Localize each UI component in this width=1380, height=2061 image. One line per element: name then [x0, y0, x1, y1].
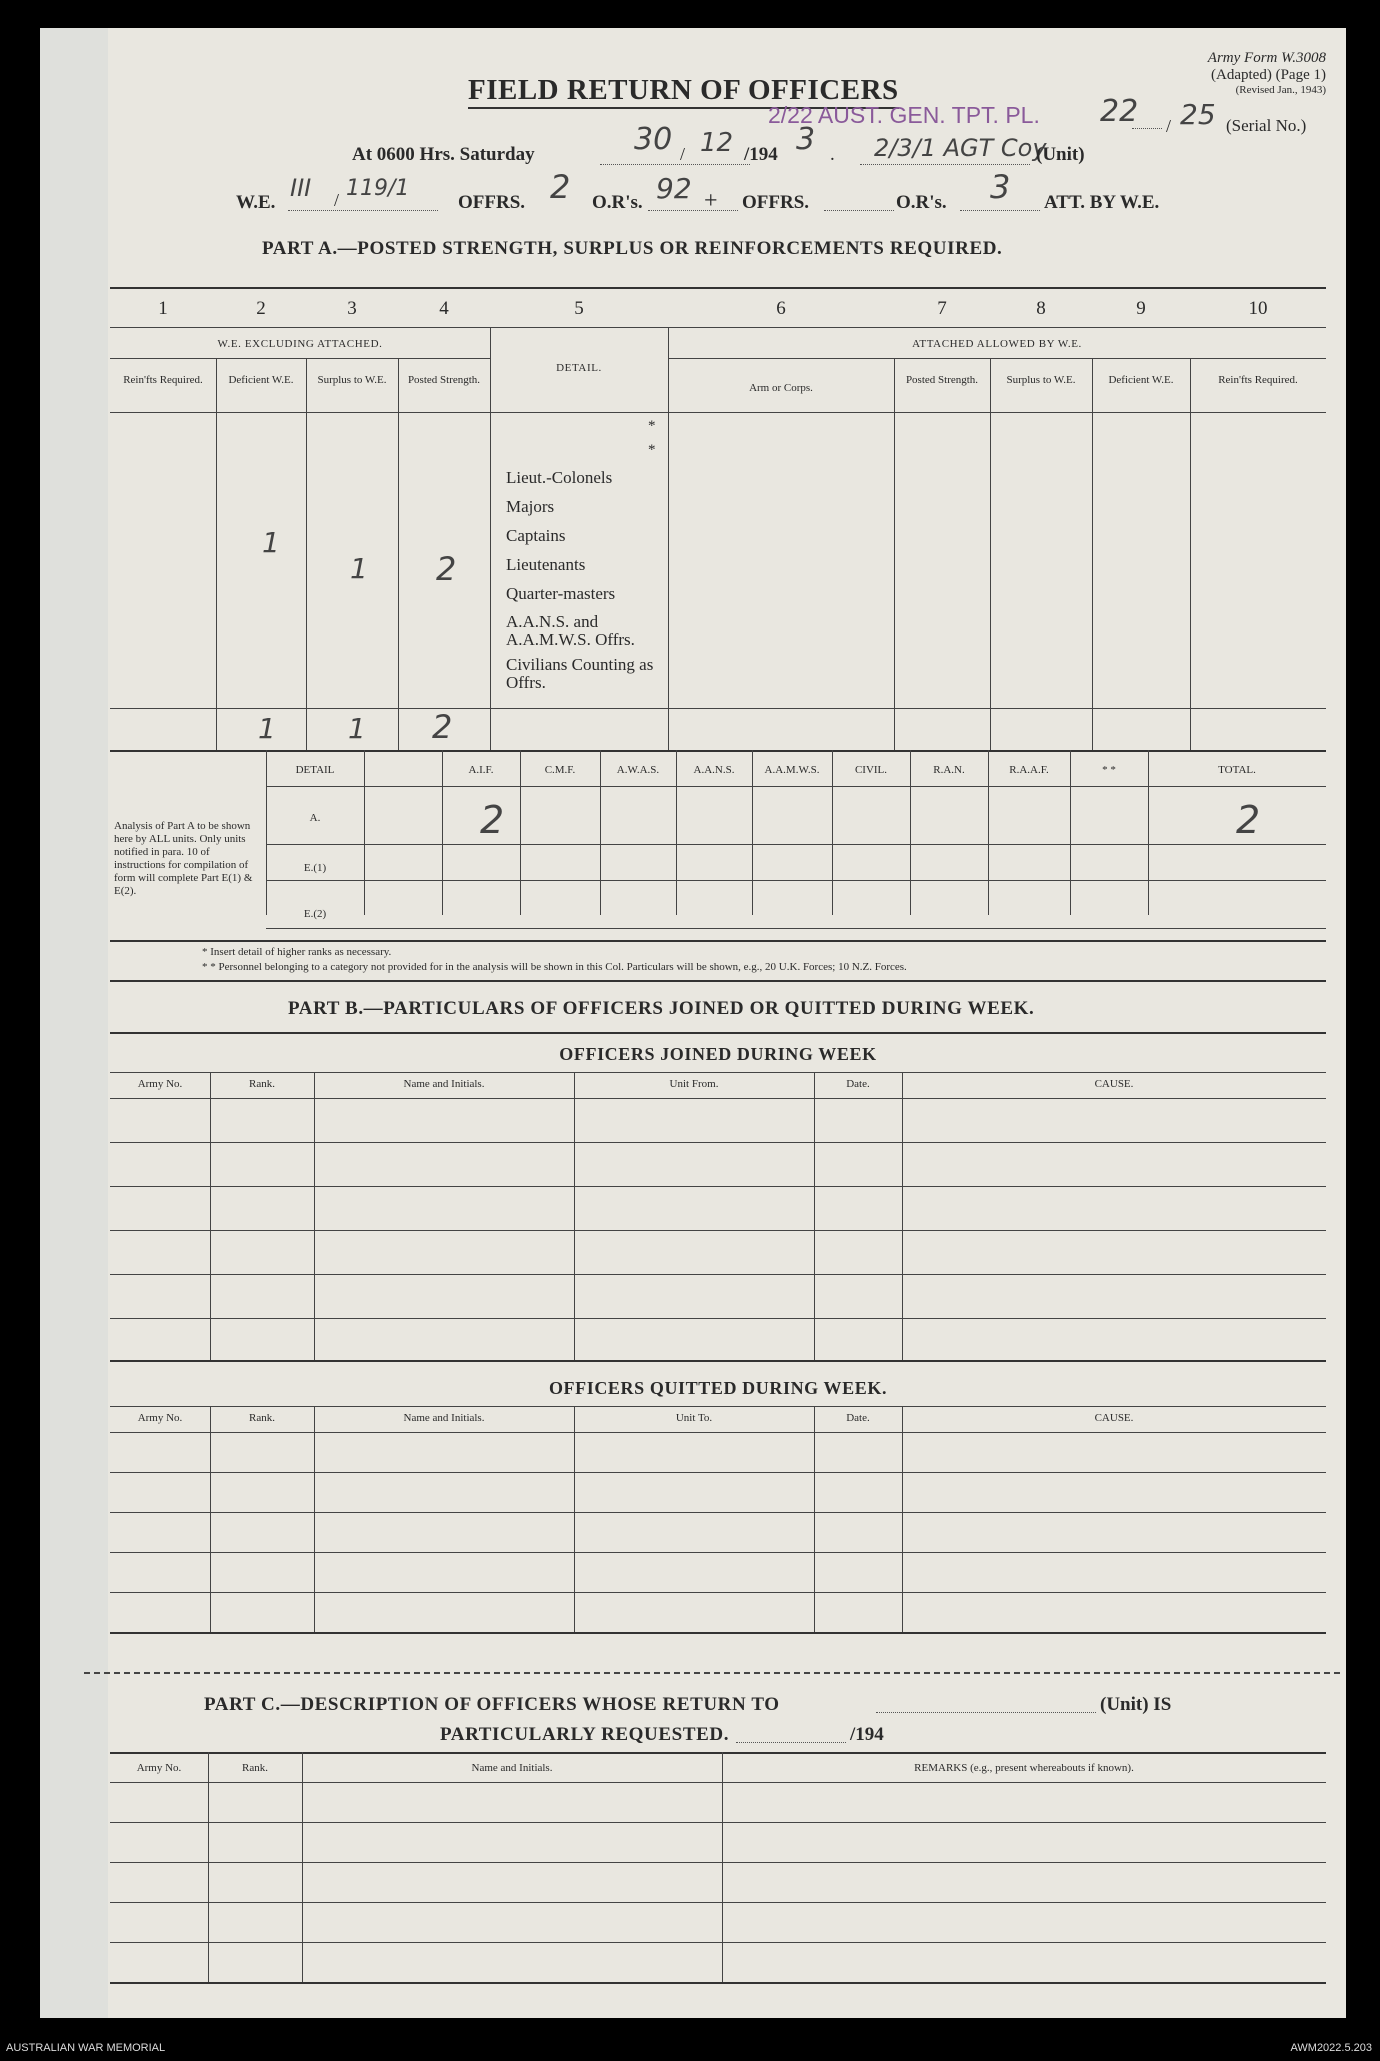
quitted-head-name: Name and Initials.: [403, 1412, 485, 1424]
offrs2-dots: [824, 210, 894, 211]
unit-stamp: 2/22 AUST. GEN. TPT. PL.: [768, 102, 1040, 128]
rank-quartermasters: Quarter-masters: [506, 584, 616, 603]
group-we-excluding: W.E. EXCLUDING ATTACHED.: [217, 338, 383, 350]
table-row: [110, 1592, 1326, 1593]
footnote-1: * Insert detail of higher ranks as necessary.: [202, 946, 392, 958]
col-divider: [902, 1072, 903, 1360]
we-slash-a: /: [334, 190, 340, 210]
serial-handwritten-b: 25: [1180, 98, 1216, 131]
serial-slash: /: [1166, 116, 1172, 136]
partc-head-rank: Rank.: [242, 1762, 268, 1774]
head-deficient-right: Deficient W.E.: [1108, 374, 1174, 386]
ors2-label: O.R's.: [896, 192, 947, 213]
col-divider: [314, 1072, 315, 1360]
date-slash: /: [680, 144, 686, 164]
table-row: [110, 1822, 1326, 1823]
date-dots: [600, 164, 750, 165]
we-handwritten-a: III: [290, 174, 312, 202]
head-surplus-right: Surplus to W.E.: [1006, 374, 1076, 386]
part-c-line2: PARTICULARLY REQUESTED.: [440, 1724, 730, 1745]
date-dots: [736, 1742, 846, 1743]
rule: [110, 412, 1326, 413]
star-marker: *: [648, 442, 656, 458]
joined-head-army-no: Army No.: [137, 1078, 183, 1090]
col-divider: [364, 750, 365, 915]
table-row: [110, 1274, 1326, 1275]
rule: [110, 1982, 1326, 1984]
table-row: [110, 1230, 1326, 1231]
offrs-handwritten: 2: [550, 168, 571, 206]
analysis-note: Analysis of Part A to be shown here by ALL units. Only units notified in para. 10 of instructions for compilation of form will complete Part E(1) & E(2).: [114, 820, 253, 897]
col-divider: [398, 358, 399, 750]
att-label: ATT. BY W.E.: [1044, 192, 1160, 213]
joined-head-name: Name and Initials.: [403, 1078, 485, 1090]
serial-handwritten-a: 22: [1100, 94, 1139, 129]
rule: [110, 708, 1326, 709]
hw-total: 2: [1236, 798, 1261, 842]
analysis-head-other: * *: [1102, 764, 1116, 776]
year-handwritten: 3: [796, 122, 816, 157]
rule: [110, 1632, 1326, 1634]
rank-civilians: Civilians Counting as Offrs.: [506, 655, 654, 692]
part-b-title: PART B.—PARTICULARS OF OFFICERS JOINED OR QUITTED DURING WEEK.: [288, 998, 1035, 1019]
rank-aans: A.A.N.S. and A.A.M.W.S. Offrs.: [506, 612, 635, 649]
date-month-handwritten: 12: [700, 128, 734, 158]
part-c-unit-is: (Unit) IS: [1100, 1694, 1172, 1715]
unit-label: (Unit): [1036, 144, 1085, 165]
rank-lieutenants: Lieutenants: [506, 555, 586, 574]
analysis-head-civil: CIVIL.: [854, 764, 888, 776]
head-surplus-left: Surplus to W.E.: [317, 374, 387, 386]
analysis-head-detail: DETAIL: [295, 764, 335, 776]
rule: [110, 1098, 1326, 1099]
rank-captains: Captains: [506, 526, 566, 545]
rule: [110, 358, 490, 359]
form-sheet: [40, 28, 1346, 2018]
rule: [110, 327, 1326, 328]
head-deficient-left: Deficient W.E.: [228, 374, 294, 386]
unit-handwritten: 2/3/1 AGT Coy: [874, 134, 1047, 162]
analysis-row-a: A.: [309, 812, 321, 824]
col-divider: [722, 1752, 723, 1982]
rule: [110, 287, 1326, 289]
partc-head-name: Name and Initials.: [471, 1762, 553, 1774]
quitted-head-rank: Rank.: [249, 1412, 275, 1424]
analysis-row-e1: E.(1): [303, 862, 327, 874]
analysis-head-aans: A.A.N.S.: [693, 764, 735, 776]
col-divider: [210, 1072, 211, 1360]
quitted-head-date: Date.: [846, 1412, 870, 1424]
col-divider: [668, 327, 669, 750]
analysis-head-raaf: R.A.A.F.: [1009, 764, 1049, 776]
footer-credit: AUSTRALIAN WAR MEMORIAL: [6, 2042, 166, 2054]
rule: [668, 358, 1326, 359]
joined-title: OFFICERS JOINED DURING WEEK: [559, 1044, 877, 1064]
plus-sign: +: [704, 188, 718, 214]
footer-accession: AWM2022.5.203: [1290, 2042, 1372, 2054]
table-row: [110, 1512, 1326, 1513]
offrs2-label: OFFRS.: [742, 192, 810, 213]
total-posted: 2: [432, 708, 453, 746]
partc-head-remarks: REMARKS (e.g., present whereabouts if known).: [914, 1762, 1134, 1774]
col-divider: [902, 1406, 903, 1632]
part-a-title: PART A.—POSTED STRENGTH, SURPLUS OR REINFORCEMENTS REQUIRED.: [262, 238, 1003, 259]
rule: [110, 750, 1326, 752]
col-divider: [990, 358, 991, 750]
table-row: [110, 1318, 1326, 1319]
detail-header: DETAIL.: [556, 362, 602, 374]
head-reinfts-left: Rein'fts Required.: [123, 374, 203, 386]
partc-head-army-no: Army No.: [136, 1762, 182, 1774]
serial-dots-a: [1132, 128, 1162, 129]
year-period: .: [830, 144, 835, 165]
joined-head-cause: CAUSE.: [1094, 1078, 1134, 1090]
total-deficient: 1: [258, 712, 276, 745]
col-number: 1: [158, 298, 168, 319]
rule: [266, 928, 1326, 929]
col-divider: [574, 1406, 575, 1632]
analysis-head-aif: A.I.F.: [468, 764, 494, 776]
col-divider: [1190, 358, 1191, 750]
col-number: 8: [1036, 298, 1046, 319]
quitted-head-army-no: Army No.: [137, 1412, 183, 1424]
rule: [110, 1782, 1326, 1783]
rule: [266, 844, 1326, 845]
ors-dots: [648, 210, 738, 211]
rule: [110, 1032, 1326, 1034]
col-divider: [216, 358, 217, 750]
head-posted-left: Posted Strength.: [407, 374, 481, 386]
form-reference: [1208, 50, 1326, 96]
rank-majors: Majors: [506, 497, 555, 516]
col-number: 7: [937, 298, 947, 319]
table-row: [110, 1142, 1326, 1143]
table-row: [110, 1472, 1326, 1473]
rule: [110, 980, 1326, 982]
rank-lieut-colonels: Lieut.-Colonels: [506, 468, 613, 487]
rule: [266, 786, 1326, 787]
joined-head-date: Date.: [846, 1078, 870, 1090]
rule: [110, 1432, 1326, 1433]
offrs-label: OFFRS.: [458, 192, 526, 213]
hw-deficient: 1: [262, 526, 280, 559]
col-divider: [302, 1752, 303, 1982]
col-number: 6: [776, 298, 786, 319]
group-attached: ATTACHED ALLOWED BY W.E.: [912, 338, 1082, 350]
form-title: FIELD RETURN OF OFFICERS: [468, 74, 899, 109]
quitted-head-unit-to: Unit To.: [675, 1412, 713, 1424]
hw-surplus: 1: [350, 552, 368, 585]
col-divider: [208, 1752, 209, 1982]
ors-handwritten: 92: [656, 172, 692, 205]
table-row: [110, 1186, 1326, 1187]
ors-label: O.R's.: [592, 192, 643, 213]
revised-note: (Revised Jan., 1943): [1235, 84, 1326, 96]
analysis-head-ran: R.A.N.: [933, 764, 965, 776]
col-number: 10: [1248, 298, 1268, 319]
col-divider: [814, 1072, 815, 1360]
col-divider: [306, 358, 307, 750]
table-row: [110, 1942, 1326, 1943]
analysis-head-aamws: A.A.M.W.S.: [764, 764, 820, 776]
adapted-note: (Adapted) (Page 1): [1211, 67, 1326, 83]
we-label: W.E.: [236, 192, 276, 213]
part-c-year: /194: [850, 1724, 884, 1745]
table-row: [110, 1552, 1326, 1553]
rule: [110, 1072, 1326, 1073]
joined-head-unit-from: Unit From.: [669, 1078, 719, 1090]
unit-dots: [860, 164, 1030, 165]
year-label: /194: [744, 144, 778, 165]
footnote-2: * * Personnel belonging to a category not provided for in the analysis will be shown in this Col. Particulars will be shown, e.g., 20 U.K. Forces; 10 N.Z. Forces.: [202, 961, 907, 973]
analysis-head-cmf: C.M.F.: [544, 764, 576, 776]
col-divider: [894, 358, 895, 750]
quitted-head-cause: CAUSE.: [1094, 1412, 1134, 1424]
star-marker: *: [648, 418, 656, 434]
table-row: [110, 1902, 1326, 1903]
we-handwritten-b: 119/1: [346, 176, 410, 201]
serial-label: (Serial No.): [1226, 116, 1307, 135]
date-day-handwritten: 30: [634, 122, 673, 157]
army-form-number: Army Form W.3008: [1207, 50, 1326, 66]
hw-aif: 2: [480, 798, 505, 842]
col-number: 2: [256, 298, 266, 319]
col-divider: [210, 1406, 211, 1632]
col-number: 3: [347, 298, 357, 319]
part-c-line1: PART C.—DESCRIPTION OF OFFICERS WHOSE RETURN TO: [204, 1694, 780, 1715]
col-divider: [1092, 358, 1093, 750]
rule: [110, 1752, 1326, 1754]
unit-dots: [876, 1712, 1096, 1713]
at-time-label: At 0600 Hrs. Saturday: [352, 144, 535, 165]
rule: [110, 1406, 1326, 1407]
col-number: 5: [574, 298, 584, 319]
col-number: 9: [1136, 298, 1146, 319]
tear-line: [84, 1672, 1340, 1674]
rule: [110, 940, 1326, 942]
col-divider: [814, 1406, 815, 1632]
head-reinfts-right: Rein'fts Required.: [1218, 374, 1298, 386]
quitted-title: OFFICERS QUITTED DURING WEEK.: [548, 1378, 888, 1398]
col-divider: [574, 1072, 575, 1360]
joined-head-rank: Rank.: [249, 1078, 275, 1090]
ors2-handwritten: 3: [990, 168, 1011, 206]
table-row: [110, 1862, 1326, 1863]
analysis-head-total: TOTAL.: [1218, 764, 1256, 776]
total-surplus: 1: [348, 712, 366, 745]
analysis-head-awas: A.W.A.S.: [616, 764, 660, 776]
ors2-dots: [960, 210, 1040, 211]
rule: [110, 1360, 1326, 1362]
head-posted-right: Posted Strength.: [905, 374, 979, 386]
col-number: 4: [439, 298, 449, 319]
rule: [266, 880, 1326, 881]
we-dots: [288, 210, 438, 211]
col-divider: [490, 327, 491, 750]
analysis-row-e2: E.(2): [303, 908, 327, 920]
col-divider: [314, 1406, 315, 1632]
head-arm-corps: Arm or Corps.: [749, 382, 813, 394]
hw-posted: 2: [436, 550, 457, 588]
